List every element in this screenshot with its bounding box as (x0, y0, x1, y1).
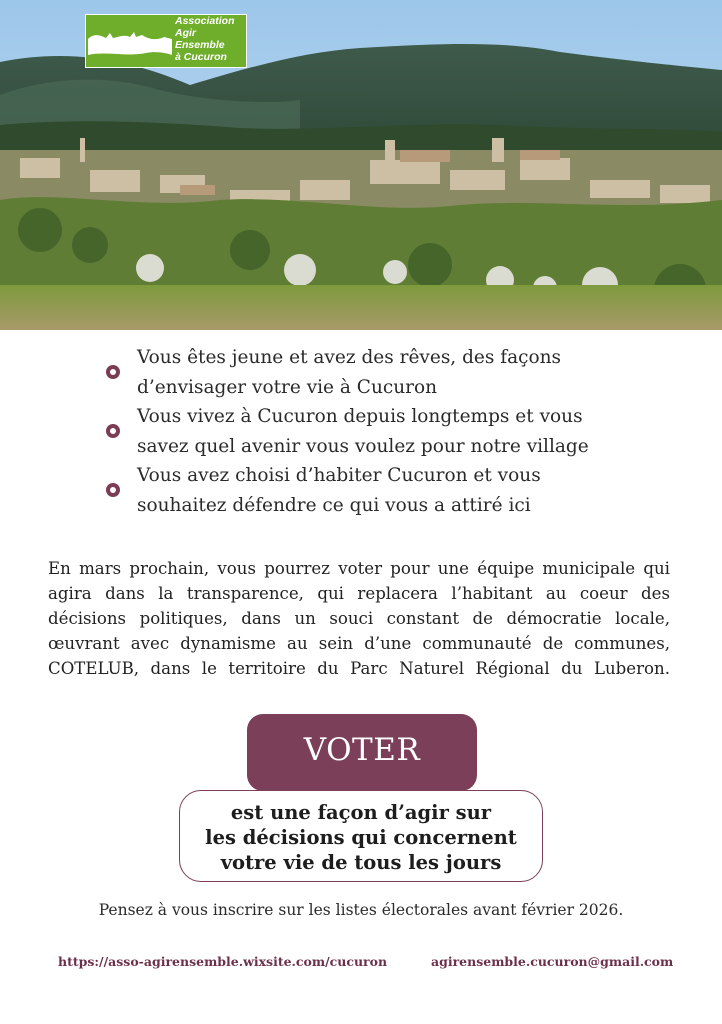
bullet-ring-icon (106, 424, 120, 438)
paragraph-line: COTELUB, dans le territoire du Parc Naturel Régional du Luberon. (48, 659, 670, 678)
logo-line-1: Association (175, 15, 235, 27)
bullet-item (106, 461, 606, 520)
voter-message-line: est une façon d’agir sur (230, 801, 492, 824)
bullet-line: souhaitez défendre ce qui vous a attiré ici (137, 494, 531, 516)
logo-line-3: Ensemble (175, 39, 225, 51)
bullet-item (106, 343, 606, 402)
association-logo (85, 14, 247, 68)
bullet-list (106, 343, 606, 520)
paragraph-line: œuvrant avec dynamisme au sein d’une communauté de communes, (48, 634, 670, 653)
logo-line-4: à Cucuron (175, 51, 227, 63)
voter-message-box (179, 790, 543, 882)
voter-message-line: votre vie de tous les jours (220, 851, 502, 874)
registration-reminder: Pensez à vous inscrire sur les listes électorales avant février 2026. (98, 901, 624, 919)
bullet-item (106, 402, 606, 461)
logo-text (175, 15, 247, 63)
website-link[interactable]: https://asso-agirensemble.wixsite.com/cucuron (58, 954, 388, 969)
paragraph-line: En mars prochain, vous pourrez voter pour une équipe municipale qui (48, 559, 670, 578)
bullet-ring-icon (106, 483, 120, 497)
paragraph-line: agira dans la transparence, qui replacera l’habitant au coeur des (48, 584, 670, 603)
bullet-line: Vous vivez à Cucuron depuis longtemps et vous (137, 406, 583, 427)
voter-title-badge: VOTER (247, 714, 477, 791)
bullet-line: Vous avez choisi d’habiter Cucuron et vous (137, 465, 541, 486)
bullet-line: d’envisager votre vie à Cucuron (137, 376, 438, 398)
voter-message-line: les décisions qui concernent (205, 826, 517, 849)
logo-line-2: Agir (175, 27, 196, 39)
bullet-line: savez quel avenir vous voulez pour notre village (137, 435, 589, 457)
bullet-line: Vous êtes jeune et avez des rêves, des façons (137, 347, 562, 368)
paragraph-line: décisions politiques, dans un souci constant de démocratie locale, (48, 609, 670, 628)
election-paragraph (48, 556, 670, 681)
bullet-ring-icon (106, 365, 120, 379)
email-link[interactable]: agirensemble.cucuron@gmail.com (431, 954, 674, 969)
